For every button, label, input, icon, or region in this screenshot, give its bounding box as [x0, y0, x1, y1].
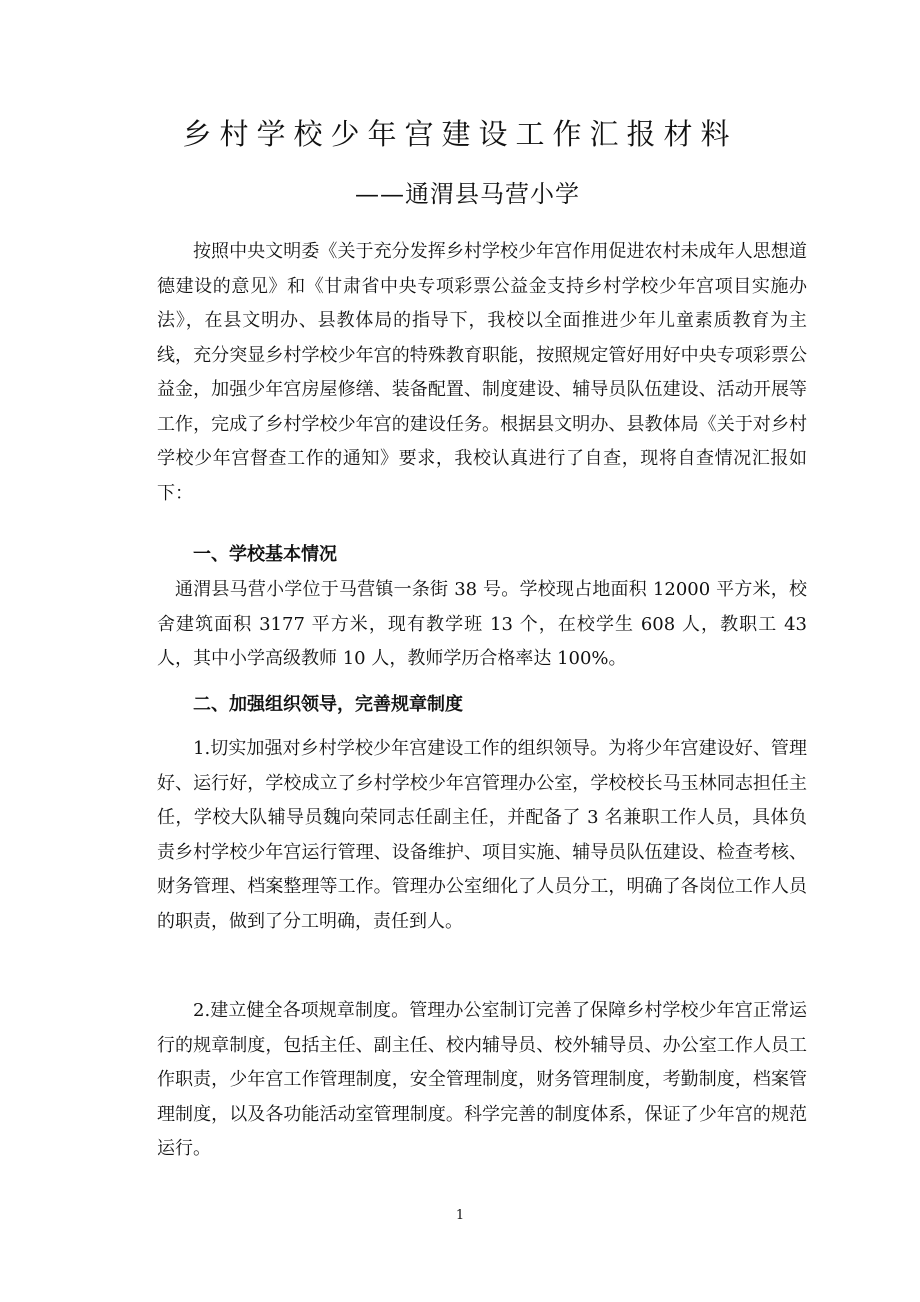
- page-number: 1: [455, 1208, 465, 1223]
- section-heading-basic-info: 一、学校基本情况: [193, 544, 337, 565]
- organization-item-1-paragraph: 1.切实加强对乡村学校少年宫建设工作的组织领导。为将少年宫建设好、管理好、运行好，学校成立了乡村学校少年宫管理办公室，学校校长马玉林同志担任主任，学校大队辅导员魏向荣同志任副主任，并配备了 3 名兼职工作人员，具体负责乡村学校少年宫运行管理、设备维护、项目实施、辅导员队伍建设、检查考核、财务管理、档案整理等工作。管理办公室细化了人员分工，明确了各岗位工作人员的职责，做到了分工明确，责任到人。: [157, 738, 807, 932]
- basic-info-paragraph: 通渭县马营小学位于马营镇一条街 38 号。学校现占地面积 12000 平方米，校舍建筑面积 3177 平方米，现有教学班 13 个，在校学生 608 人，教职工 43 人，其中小学高级教师 10 人，教师学历合格率达 100%。: [157, 579, 807, 669]
- organization-item-2-paragraph: 2.建立健全各项规章制度。管理办公室制订完善了保障乡村学校少年宫正常运行的规章制度，包括主任、副主任、校内辅导员、校外辅导员、办公室工作人员工作职责，少年宫工作管理制度，安全管理制度，财务管理制度，考勤制度，档案管理制度，以及各功能活动室管理制度。科学完善的制度体系，保证了少年宫的规范运行。: [157, 1000, 807, 1159]
- intro-paragraph: 按照中央文明委《关于充分发挥乡村学校少年宫作用促进农村未成年人思想道德建设的意见》和《甘肃省中央专项彩票公益金支持乡村学校少年宫项目实施办法》，在县文明办、县教体局的指导下，我校以全面推进少年儿童素质教育为主线，充分突显乡村学校少年宫的特殊教育职能，按照规定管好用好中央专项彩票公益金，加强少年宫房屋修缮、装备配置、制度建设、辅导员队伍建设、活动开展等工作，完成了乡村学校少年宫的建设任务。根据县文明办、县教体局《关于对乡村学校少年宫督查工作的通知》要求，我校认真进行了自查，现将自查情况汇报如下：: [157, 241, 807, 504]
- document-subtitle: ——通渭县马营小学: [355, 180, 580, 208]
- document-title: 乡村学校少年宫建设工作汇报材料: [182, 117, 738, 151]
- section-heading-organization: 二、加强组织领导，完善规章制度: [193, 694, 463, 715]
